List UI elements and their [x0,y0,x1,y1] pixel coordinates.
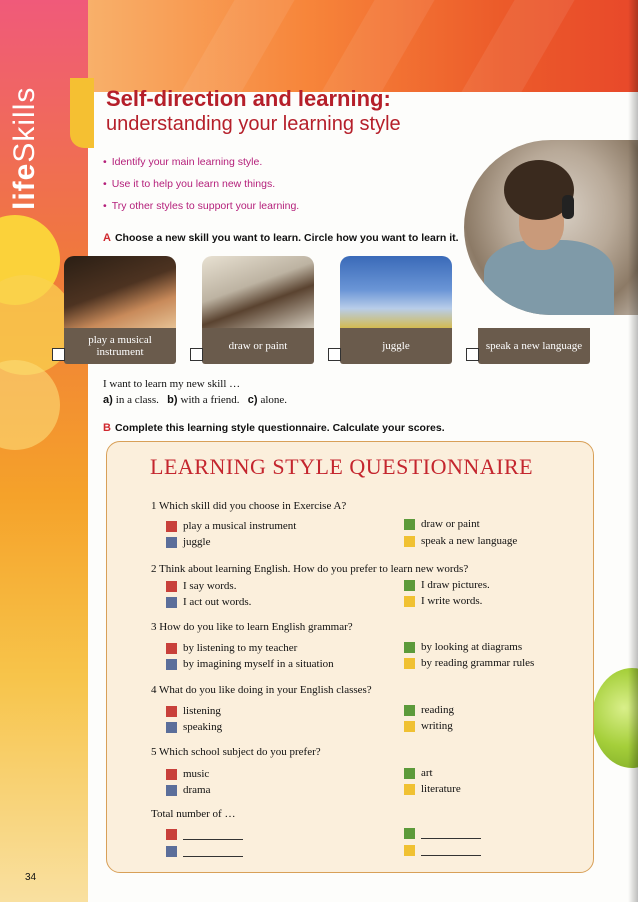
page-subtitle: understanding your learning style [106,113,401,135]
option-green[interactable]: reading [404,704,454,716]
yellow-square-icon [404,536,415,547]
total-yellow-field[interactable] [404,845,481,856]
red-square-icon [166,706,177,717]
option-yellow[interactable]: by reading grammar rules [404,657,534,669]
option-green[interactable]: art [404,767,433,779]
question-1: 1 Which skill did you choose in Exercise A? [151,500,347,512]
option-blue[interactable]: juggle [166,536,211,548]
goal-item: • Try other styles to support your learning. [103,200,300,212]
option-blue[interactable]: speaking [166,721,222,733]
skill-card-juggle[interactable]: juggle [340,256,452,364]
yellow-square-icon [404,596,415,607]
totals-label: Total number of … [151,808,236,820]
option-yellow[interactable]: speak a new language [404,535,517,547]
skill-checkbox[interactable] [466,348,479,361]
green-square-icon [404,580,415,591]
skill-card-musical[interactable]: play a musical instrument [64,256,176,364]
red-square-icon [166,581,177,592]
goal-item: • Identify your main learning style. [103,156,263,168]
section-brand: lifeSkills [8,86,41,210]
question-5: 5 Which school subject do you prefer? [151,746,321,758]
blue-square-icon [166,785,177,796]
page-number: 34 [25,872,37,883]
blue-square-icon [166,846,177,857]
total-green-field[interactable] [404,828,481,839]
exercise-a-instruction: A Choose a new skill you want to learn. Circle how you want to learn it. [103,232,459,244]
question-2: 2 Think about learning English. How do you prefer to learn new words? [151,563,469,575]
skill-checkbox[interactable] [190,348,203,361]
goals-list [103,156,299,222]
skill-checkbox[interactable] [52,348,65,361]
option-red[interactable]: I say words. [166,580,236,592]
red-square-icon [166,521,177,532]
exercise-b-instruction: B Complete this learning style questionnaire. Calculate your scores. [103,422,445,434]
option-green[interactable]: by looking at diagrams [404,641,522,653]
green-square-icon [404,642,415,653]
option-red[interactable]: by listening to my teacher [166,642,297,654]
yellow-square-icon [404,658,415,669]
questionnaire-title: LEARNING STYLE QUESTIONNAIRE [150,454,534,479]
option-yellow[interactable]: literature [404,783,461,795]
skill-card-language[interactable]: speak a new language [478,256,590,364]
blue-square-icon [166,722,177,733]
green-square-icon [404,768,415,779]
green-square-icon [404,705,415,716]
option-blue[interactable]: I act out words. [166,596,251,608]
question-3: 3 How do you like to learn English grammar? [151,621,353,633]
juggler-photo [340,256,452,331]
drawing-student-photo [202,256,314,331]
option-green[interactable]: draw or paint [404,518,480,530]
red-square-icon [166,769,177,780]
red-square-icon [166,643,177,654]
option-red[interactable]: listening [166,705,221,717]
skill-checkbox[interactable] [328,348,341,361]
blue-square-icon [166,659,177,670]
page-title: Self-direction and learning: [106,86,391,111]
exercise-a-options: a) in a class. b) with a friend. c) alone. [103,394,288,406]
skill-card-draw[interactable]: draw or paint [202,256,314,364]
yellow-square-icon [404,845,415,856]
option-yellow[interactable]: I write words. [404,595,482,607]
option-yellow[interactable]: writing [404,720,453,732]
option-red[interactable]: play a musical instrument [166,520,296,532]
blue-square-icon [166,537,177,548]
total-blue-field[interactable] [166,846,243,857]
total-red-field[interactable] [166,829,243,840]
green-square-icon [404,828,415,839]
yellow-square-icon [404,784,415,795]
option-green[interactable]: I draw pictures. [404,579,490,591]
red-square-icon [166,829,177,840]
yellow-square-icon [404,721,415,732]
goal-item: • Use it to help you learn new things. [103,178,276,190]
option-blue[interactable]: drama [166,784,210,796]
option-red[interactable]: music [166,768,209,780]
question-4: 4 What do you like doing in your English classes? [151,684,372,696]
exercise-a-prompt: I want to learn my new skill … [103,378,241,390]
flute-player-photo [64,256,176,331]
option-blue[interactable]: by imagining myself in a situation [166,658,334,670]
green-square-icon [404,519,415,530]
blue-square-icon [166,597,177,608]
